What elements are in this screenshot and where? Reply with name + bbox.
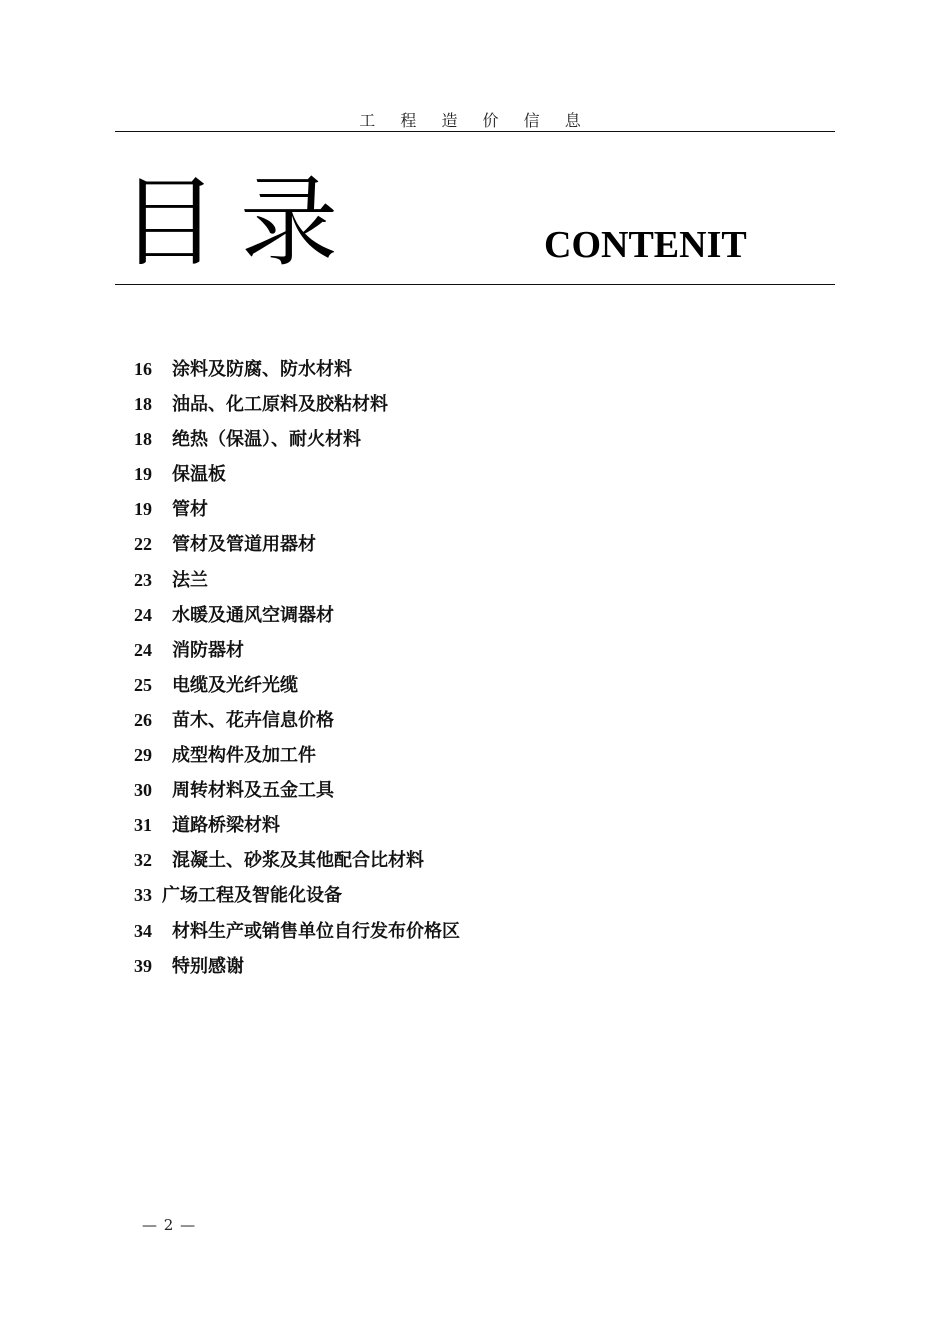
page-number: — 2 — <box>142 1216 197 1234</box>
title-char-mu: 目 <box>120 166 219 280</box>
toc-page-number: 26 <box>134 709 152 730</box>
toc-label: 管材 <box>172 499 208 521</box>
toc-page-number: 29 <box>134 745 152 766</box>
toc-label: 管材及管道用器材 <box>172 534 316 556</box>
toc-label: 成型构件及加工件 <box>172 745 316 767</box>
toc-item[interactable] <box>134 494 774 529</box>
toc-page-number: 19 <box>134 499 152 520</box>
toc-page-number: 25 <box>134 674 152 695</box>
toc-page-number: 24 <box>134 639 152 660</box>
toc-item[interactable] <box>134 424 774 459</box>
toc-page-number: 31 <box>134 815 152 836</box>
toc-page-number: 23 <box>134 569 152 590</box>
toc-label: 绝热（保温）、耐火材料 <box>172 429 361 451</box>
toc-item[interactable] <box>134 775 774 810</box>
toc-page-number: 16 <box>134 359 152 379</box>
toc-label: 混凝土、砂浆及其他配合比材料 <box>172 850 424 872</box>
toc-label: 消防器材 <box>172 639 244 661</box>
toc-label: 保温板 <box>172 464 226 486</box>
toc-label: 周转材料及五金工具 <box>172 780 334 802</box>
toc-page-number: 34 <box>134 920 152 941</box>
toc-item[interactable] <box>134 600 774 635</box>
toc-item[interactable] <box>134 845 774 880</box>
toc-item[interactable] <box>134 705 774 740</box>
toc-item[interactable] <box>134 354 774 389</box>
toc-item[interactable] <box>134 670 774 705</box>
toc-page-number: 30 <box>134 780 152 801</box>
toc-item[interactable] <box>134 740 774 775</box>
toc-label: 广场工程及智能化设备 <box>162 885 342 907</box>
toc-label: 电缆及光纤光缆 <box>172 674 298 696</box>
toc-label: 水暖及通风空调器材 <box>172 604 334 626</box>
toc-label: 油品、化工原料及胶粘材料 <box>172 394 388 416</box>
toc-item[interactable] <box>134 916 774 951</box>
toc-page-number: 33 <box>134 885 152 906</box>
toc-page-number: 19 <box>134 464 152 485</box>
toc-label: 涂料及防腐、防水材料 <box>172 359 352 380</box>
toc-page-number: 18 <box>134 429 152 450</box>
english-title: CONTENIT <box>544 224 747 266</box>
toc-item[interactable] <box>134 810 774 845</box>
toc-page-number: 39 <box>134 955 152 976</box>
running-header: 工 程 造 价 信 息 <box>359 111 591 130</box>
toc-page-number: 18 <box>134 394 152 415</box>
toc-item[interactable] <box>134 459 774 494</box>
title-rule <box>115 284 835 285</box>
toc-item[interactable] <box>134 565 774 600</box>
toc-item[interactable] <box>134 880 774 915</box>
toc-page-number: 22 <box>134 534 152 555</box>
toc-label: 苗木、花卉信息价格 <box>172 709 334 731</box>
toc-item[interactable] <box>134 529 774 564</box>
toc-item[interactable] <box>134 389 774 424</box>
toc-label: 道路桥梁材料 <box>172 815 280 837</box>
toc-item[interactable] <box>134 635 774 670</box>
table-of-contents <box>134 354 774 986</box>
toc-page-number: 24 <box>134 604 152 625</box>
toc-label: 材料生产或销售单位自行发布价格区 <box>172 920 460 942</box>
header-rule <box>115 131 835 132</box>
toc-label: 特别感谢 <box>172 955 244 977</box>
toc-page-number: 32 <box>134 850 152 871</box>
toc-label: 法兰 <box>172 569 208 591</box>
toc-item[interactable] <box>134 951 774 986</box>
title-char-lu: 录 <box>240 166 339 280</box>
